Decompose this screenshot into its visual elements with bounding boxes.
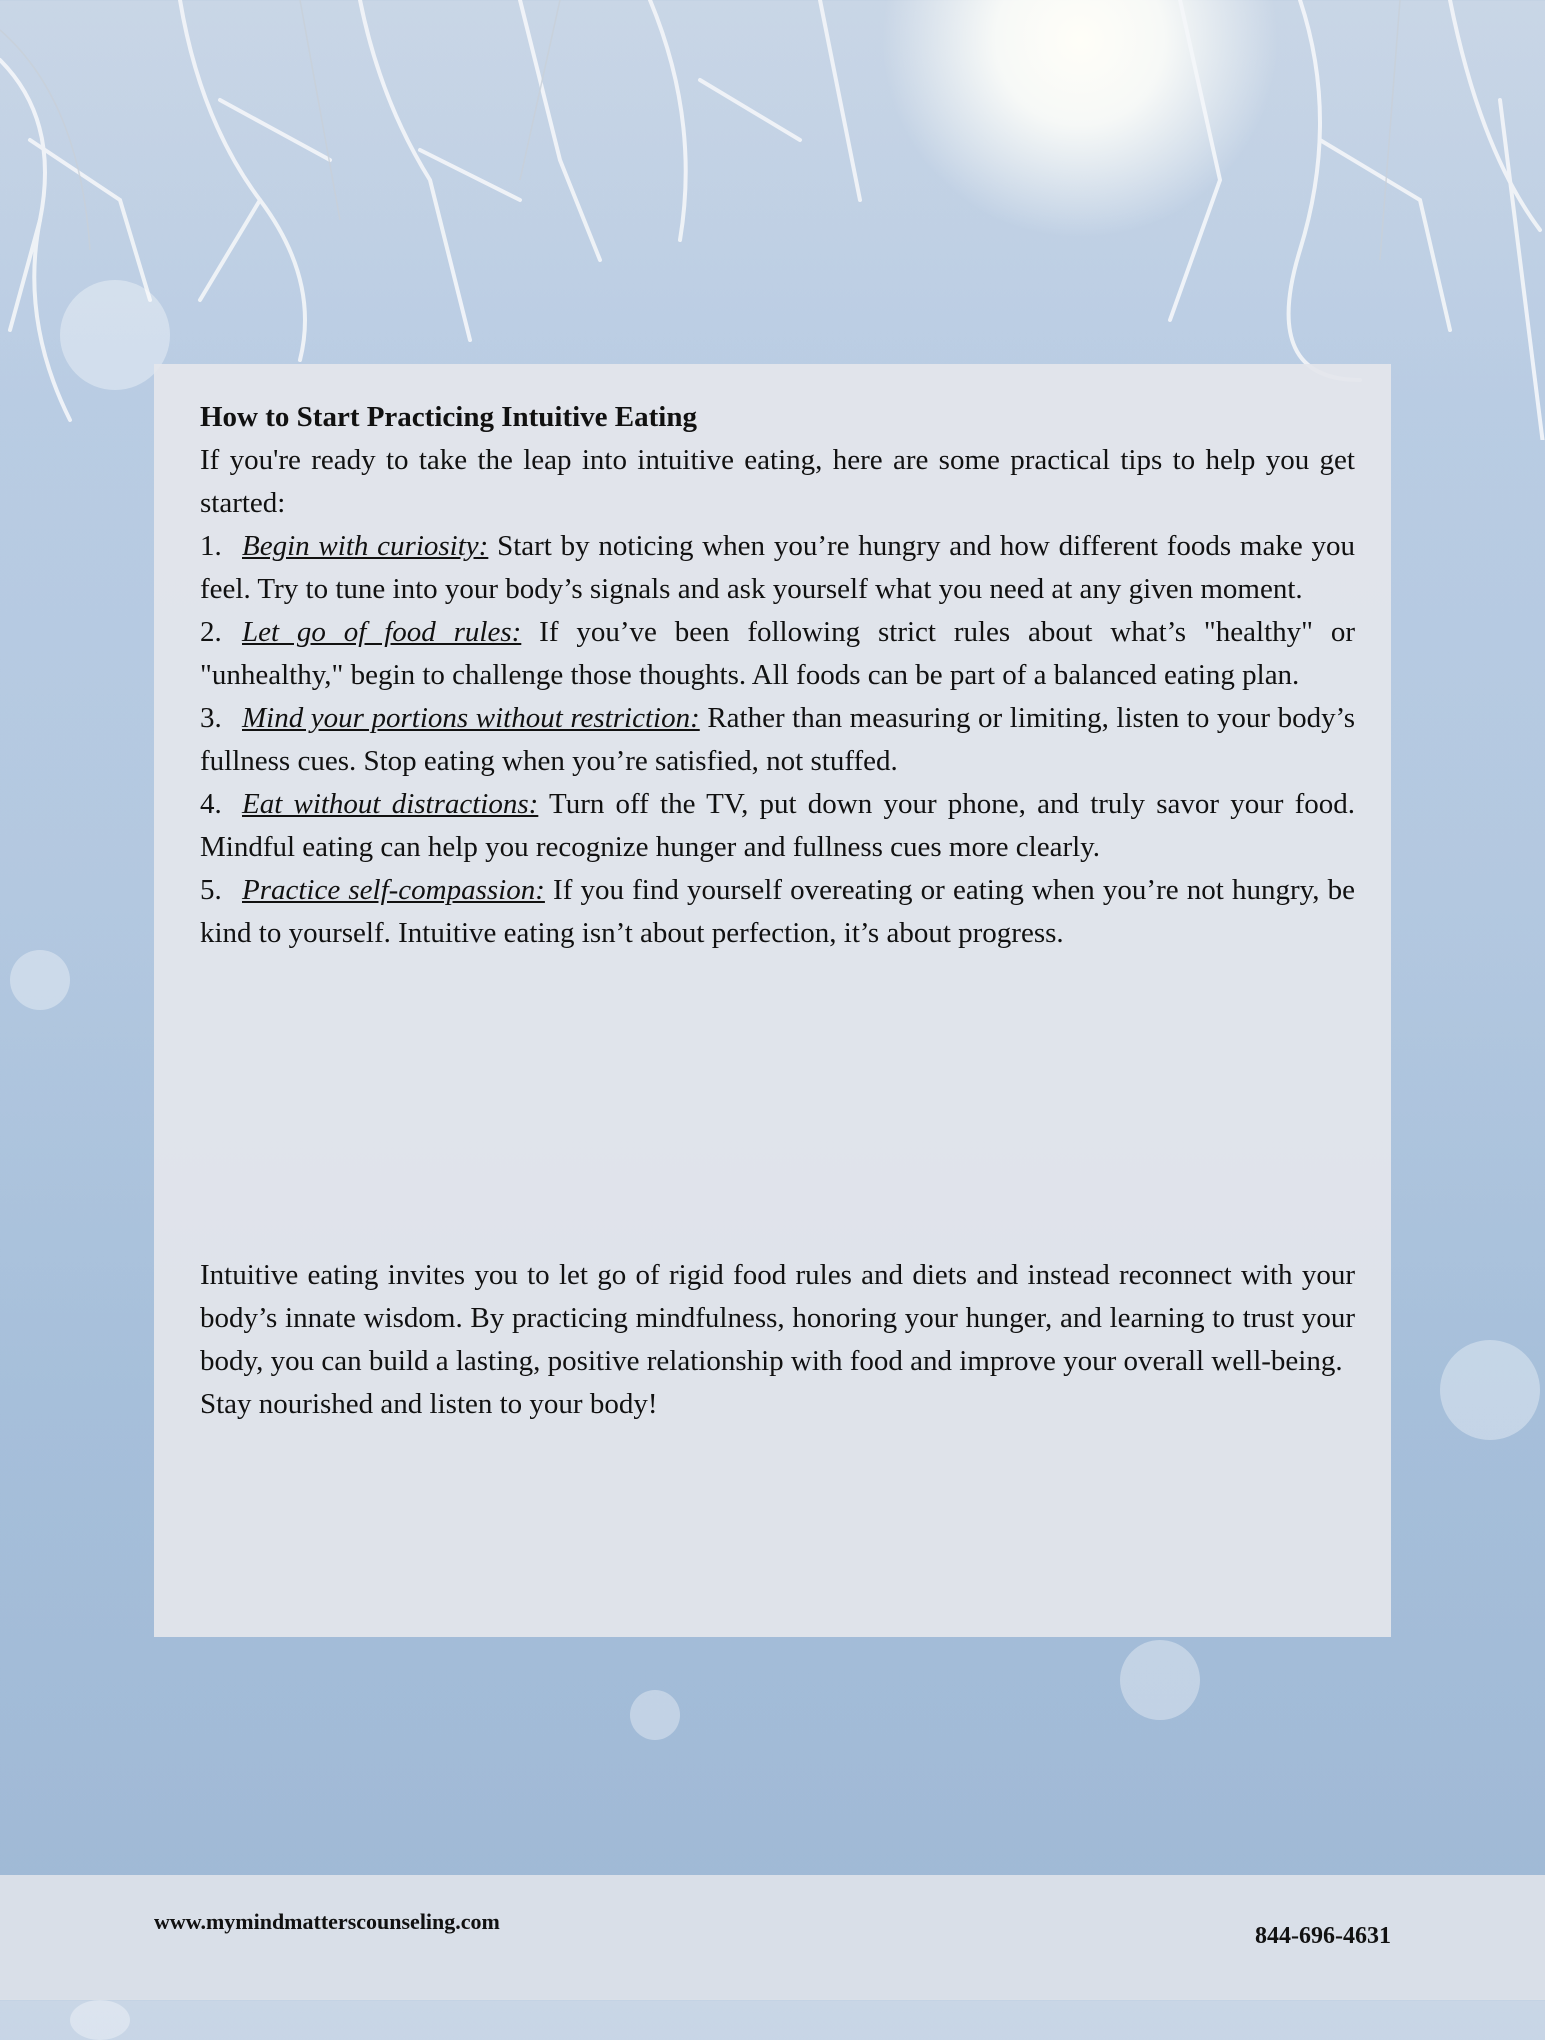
article-intro: If you're ready to take the leap into intuitive eating, here are some practical tips to help you get started:: [200, 444, 1355, 519]
content-panel: [154, 364, 1391, 1637]
tip-item: [200, 783, 1355, 869]
tip-text: Start by noticing when you’re hungry and how different foods make you feel. Try to tune into your body’s signals and ask yourself what you need at any given moment.: [200, 530, 1355, 605]
tip-term: Let go of food rules:: [242, 616, 522, 648]
footer-bar: [0, 1875, 1545, 2000]
tip-item: [200, 611, 1355, 697]
tip-text: If you find yourself overeating or eating when you’re not hungry, be kind to yourself. Intuitive eating isn’t about perfection, it’s about progress.: [200, 874, 1355, 949]
article-conclusion: Intuitive eating invites you to let go of rigid food rules and diets and instead reconnect with your body’s innate wisdom. By practicing mindfulness, honoring your hunger, and learning to trust your body, you can build a lasting, positive relationship with food and improve your overall well-being.: [200, 1259, 1355, 1377]
tip-item: [200, 869, 1355, 955]
tip-text: Rather than measuring or limiting, listen to your body’s fullness cues. Stop eating when you’re satisfied, not stuffed.: [200, 702, 1355, 777]
tip-term: Eat without distractions:: [242, 788, 539, 820]
tip-term: Begin with curiosity:: [242, 530, 489, 562]
website-link[interactable]: www.mymindmatterscounseling.com: [154, 1909, 500, 1934]
tip-text: If you’ve been following strict rules about what’s "healthy" or "unhealthy," begin to challenge those thoughts. All foods can be part of a balanced eating plan.: [200, 616, 1355, 691]
tip-number: 4.: [200, 788, 222, 820]
article-conclusion-block: [200, 1254, 1355, 1426]
article-body: [200, 396, 1355, 955]
tip-number: 3.: [200, 702, 222, 734]
phone-number[interactable]: 844-696-4631: [1255, 1923, 1391, 1949]
tip-item: [200, 525, 1355, 611]
tip-text: Turn off the TV, put down your phone, and truly savor your food. Mindful eating can help you recognize hunger and fullness cues more clearly.: [200, 788, 1355, 863]
tip-term: Mind your portions without restriction:: [242, 702, 700, 734]
tip-item: [200, 697, 1355, 783]
tip-number: 1.: [200, 530, 222, 562]
bokeh-light: [10, 950, 70, 1010]
bokeh-light: [630, 1690, 680, 1740]
article-heading: How to Start Practicing Intuitive Eating: [200, 401, 697, 433]
bokeh-light: [1440, 1340, 1540, 1440]
tip-number: 2.: [200, 616, 222, 648]
bokeh-light: [1120, 1640, 1200, 1720]
tip-number: 5.: [200, 874, 222, 906]
tip-term: Practice self-compassion:: [242, 874, 545, 906]
article-signoff: Stay nourished and listen to your body!: [200, 1388, 658, 1420]
bokeh-light: [70, 2000, 130, 2040]
